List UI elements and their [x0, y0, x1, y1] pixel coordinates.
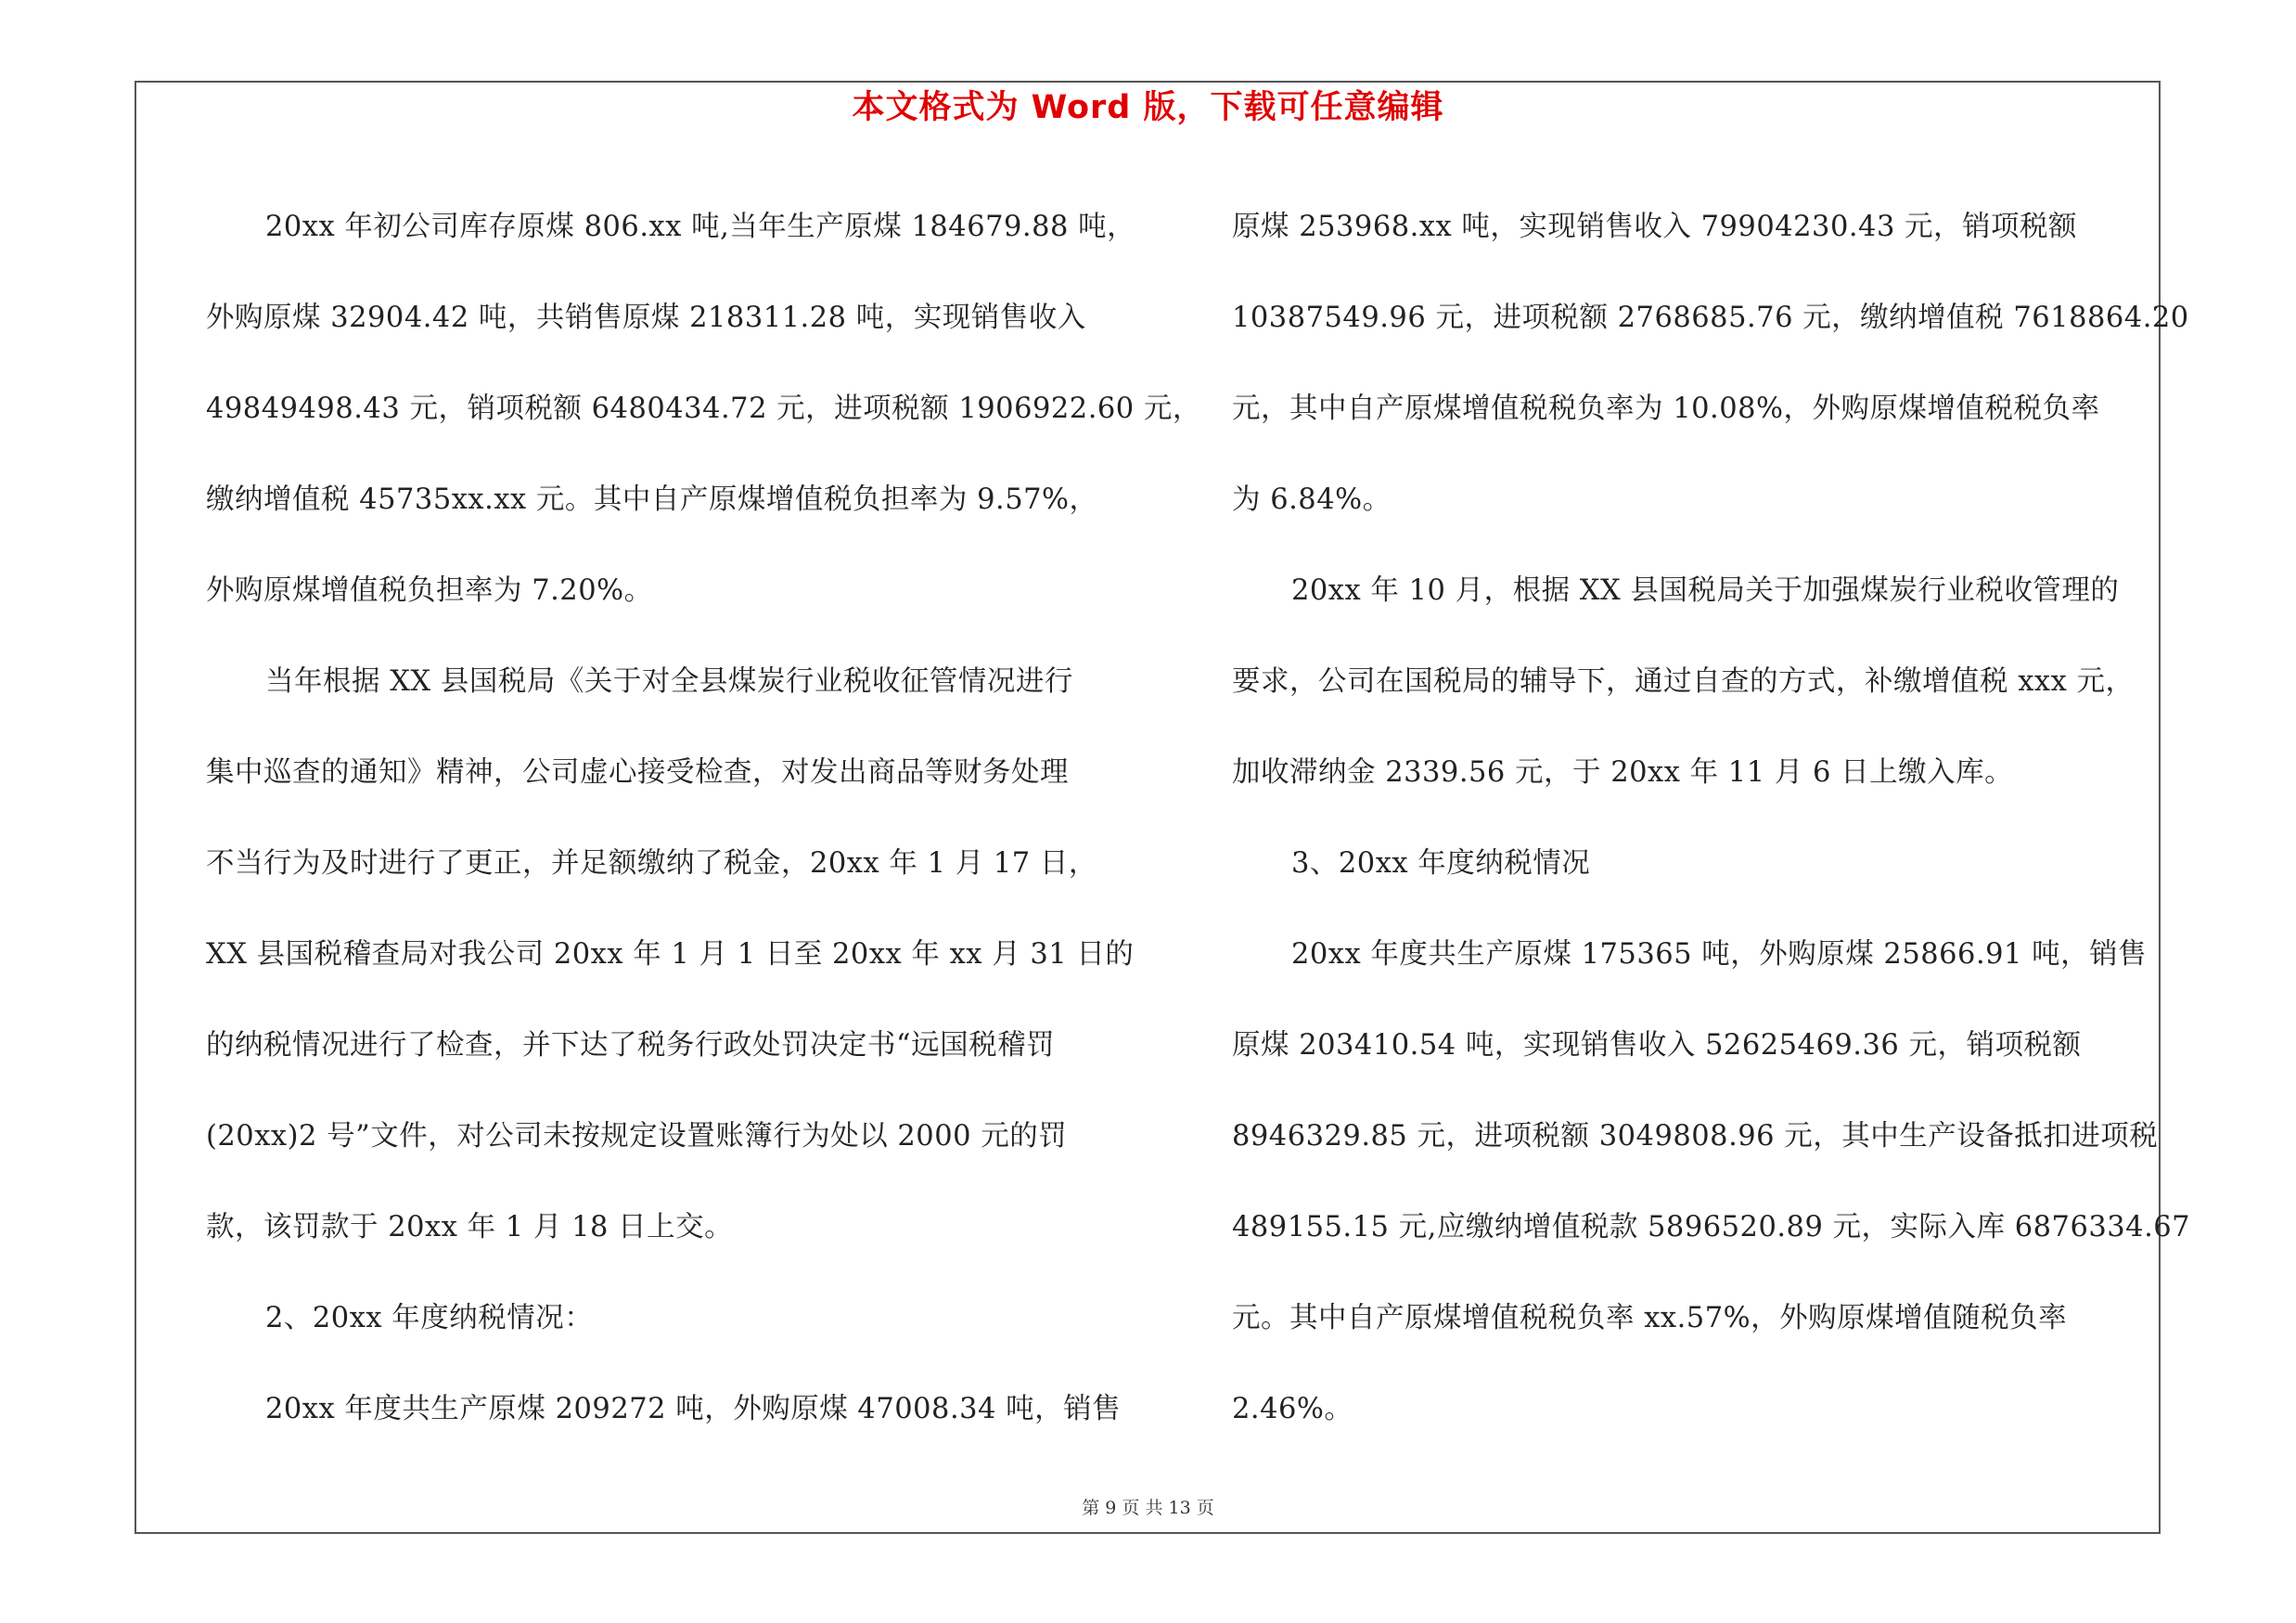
text-line: 的纳税情况进行了检查，并下达了税务行政处罚决定书“远国税稽罚	[206, 1029, 1056, 1062]
text-line: 款，该罚款于 20xx 年 1 月 18 日上交。	[206, 1211, 734, 1243]
text-line: 元，其中自产原煤增值税税负率为 10.08%，外购原煤增值税税负率	[1232, 393, 2100, 425]
text-line: 缴纳增值税 45735xx.xx 元。其中自产原煤增值税负担率为 9.57%，	[206, 483, 1098, 516]
text-line: 外购原煤增值税负担率为 7.20%。	[206, 574, 653, 607]
text-line: 20xx 年度共生产原煤 209272 吨，外购原煤 47008.34 吨，销售	[265, 1393, 1122, 1425]
text-line: (20xx)2 号”文件，对公司未按规定设置账簿行为处以 2000 元的罚	[206, 1120, 1068, 1153]
text-line: 加收滞纳金 2339.56 元，于 20xx 年 11 月 6 日上缴入库。	[1232, 756, 2014, 789]
text-line: 8946329.85 元，进项税额 3049808.96 元，其中生产设备抵扣进项税	[1232, 1120, 2159, 1153]
text-line: 489155.15 元,应缴纳增值税款 5896520.89 元，实际入库 6876334.67	[1232, 1211, 2191, 1243]
text-line: 集中巡查的通知》精神，公司虚心接受检查，对发出商品等财务处理	[206, 756, 1069, 789]
text-line: 20xx 年 10 月，根据 XX 县国税局关于加强煤炭行业税收管理的	[1291, 574, 2120, 607]
text-line: 20xx 年度共生产原煤 175365 吨，外购原煤 25866.91 吨，销售	[1291, 938, 2148, 971]
word-format-banner: 本文格式为 Word 版，下载可任意编辑	[852, 89, 1444, 126]
text-line: 10387549.96 元，进项税额 2768685.76 元，缴纳增值税 7618864.20	[1232, 302, 2189, 334]
text-line: 要求，公司在国税局的辅导下，通过自查的方式，补缴增值税 xxx 元，	[1232, 665, 2135, 698]
text-line: 原煤 253968.xx 吨，实现销售收入 79904230.43 元，销项税额	[1232, 211, 2078, 243]
text-line: 外购原煤 32904.42 吨，共销售原煤 218311.28 吨，实现销售收入	[206, 302, 1086, 334]
text-line: 当年根据 XX 县国税局《关于对全县煤炭行业税收征管情况进行	[265, 665, 1073, 698]
text-line: 49849498.43 元，销项税额 6480434.72 元，进项税额 1906922.60 元，	[206, 393, 1201, 425]
text-line: 为 6.84%。	[1232, 483, 1392, 516]
right-text-column	[1232, 182, 2191, 1455]
text-line: 2、20xx 年度纳税情况：	[265, 1302, 594, 1334]
text-line: 20xx 年初公司库存原煤 806.xx 吨,当年生产原煤 184679.88 吨，	[265, 211, 1136, 243]
page-number-footer: 第 9 页 共 13 页	[1082, 1498, 1214, 1518]
text-line: XX 县国税稽查局对我公司 20xx 年 1 月 1 日至 20xx 年 xx 月 31 日的	[206, 938, 1135, 971]
text-line: 元。其中自产原煤增值税税负率 xx.57%，外购原煤增值随税负率	[1232, 1302, 2068, 1334]
text-line: 2.46%。	[1232, 1393, 1353, 1425]
text-line: 原煤 203410.54 吨，实现销售收入 52625469.36 元，销项税额	[1232, 1029, 2082, 1062]
text-line: 3、20xx 年度纳税情况	[1291, 847, 1591, 880]
left-text-column	[206, 182, 1201, 1455]
text-line: 不当行为及时进行了更正，并足额缴纳了税金，20xx 年 1 月 17 日，	[206, 847, 1097, 880]
